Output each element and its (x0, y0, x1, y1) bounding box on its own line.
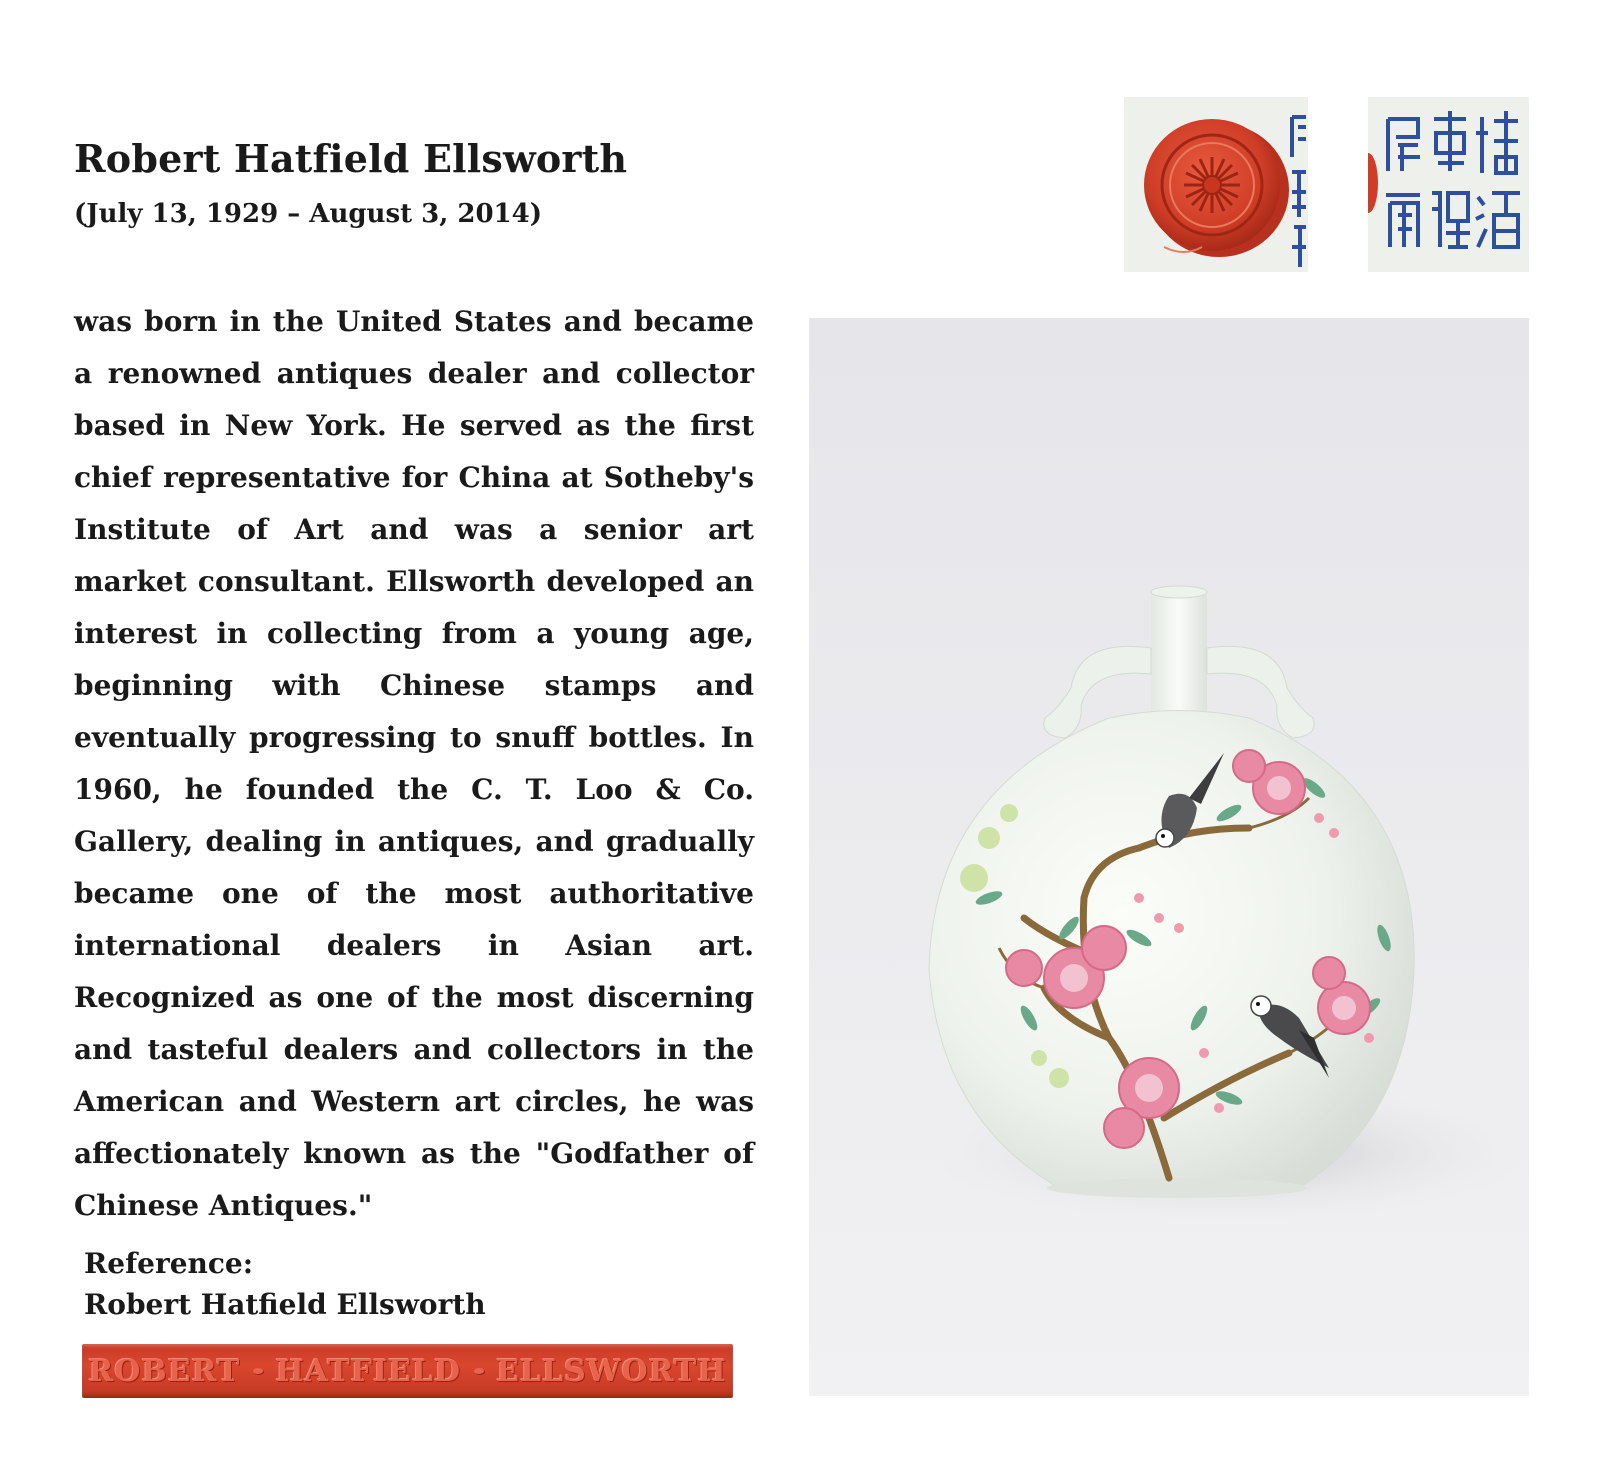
wax-seal-photo (1124, 97, 1308, 272)
wax-seal-graphic (1124, 97, 1308, 272)
vase-graphic (809, 318, 1529, 1396)
reign-mark-graphic (1368, 97, 1529, 272)
collector-label-strip-image (82, 1344, 733, 1398)
reference-label: Reference: (84, 1247, 254, 1280)
biography-paragraph: was born in the United States and became a renowned antiques dealer and collector based in New York. He served as the first chief representative for China at Sotheby's Institute of Art and was a senior art market consultant. Ellsworth developed an interest in collecting from a young age, beginning with Chinese stamps and eventually progressing to snuff bottles. In 1960, he founded the C. T. Loo & Co. Gallery, dealing in antiques, and gradually became one of the most authoritative international dealers in Asian art. Recognized as one of the most discerning and tasteful dealers and collectors in the American and Western art circles, he was affectionately known as the "Godfather of Chinese Antiques." (74, 305, 754, 1222)
life-dates: (July 13, 1929 – August 3, 2014) (74, 199, 543, 229)
reference-name: Robert Hatfield Ellsworth (84, 1288, 486, 1321)
stamp-dot (474, 1368, 484, 1374)
reign-mark-photo (1368, 97, 1529, 272)
person-name-heading: Robert Hatfield Ellsworth (74, 136, 628, 181)
stamp-word-hatfield: HATFIELD (275, 1353, 461, 1389)
stamp-dot (253, 1368, 263, 1374)
stamp-word-ellsworth: ELLSWORTH (496, 1353, 727, 1389)
stamp-word-robert: ROBERT (88, 1353, 241, 1389)
moonflask-vase-photo (809, 318, 1529, 1396)
